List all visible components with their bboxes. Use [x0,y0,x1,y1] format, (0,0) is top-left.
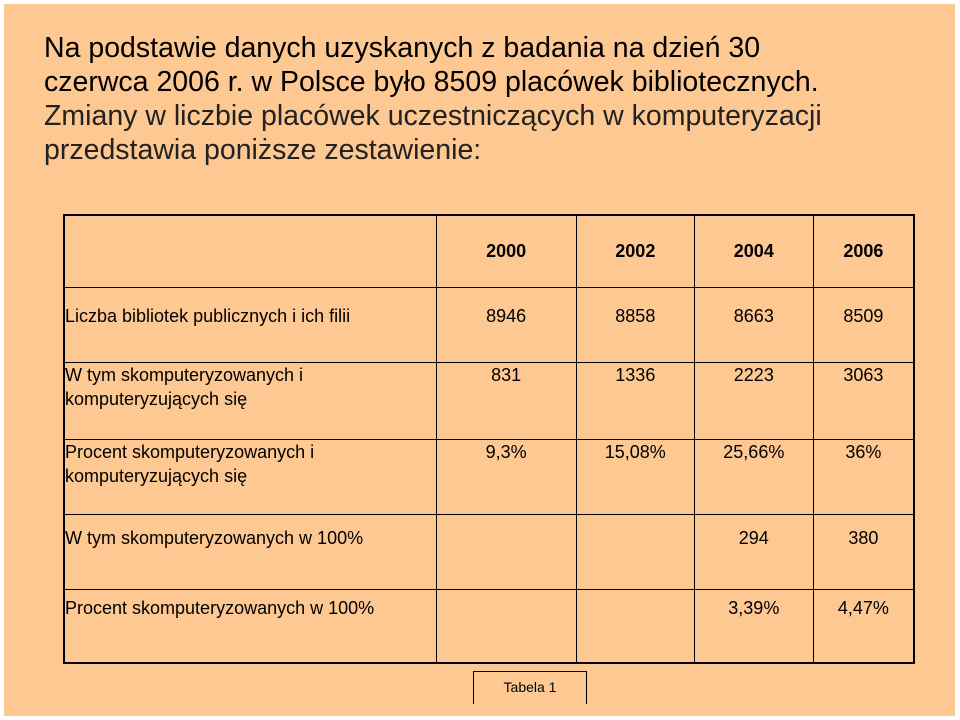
intro-line-2-text: czerwca 2006 r. w Polsce było 8509 placówek bibliotecznych. [44,66,819,98]
table-cell: 3063 [813,362,914,439]
header-cell-2006: 2006 [813,215,914,287]
table-row [64,439,914,514]
table-row [64,362,914,439]
row-label: Liczba bibliotek publicznych i ich filii [64,287,436,362]
table-cell [576,514,694,589]
table-cell: 8663 [694,287,813,362]
intro-line-2 [44,65,920,99]
table-cell: 9,3% [436,439,576,514]
table-row [64,287,914,362]
table-cell: 25,66% [694,439,813,514]
table-cell: 3,39% [694,589,813,663]
table-cell: 8858 [576,287,694,362]
row-label: Procent skomputeryzowanych i komputeryzujących się [64,439,436,514]
intro-line-3 [44,99,920,133]
header-cell-empty [64,215,436,287]
header-cell-2004: 2004 [694,215,813,287]
intro-line-4 [44,133,920,167]
intro-line-3-text: Zmiany w liczbie placówek uczestniczących w komputeryzacji [44,100,822,132]
table-cell: 36% [813,439,914,514]
row-label: W tym skomputeryzowanych i komputeryzujących się [64,362,436,439]
table-cell: 8946 [436,287,576,362]
table-cell: 15,08% [576,439,694,514]
table-cell [436,589,576,663]
table-cell [576,589,694,663]
table-header-row [64,215,914,287]
table-cell: 294 [694,514,813,589]
table-row [64,589,914,663]
intro-line-4-text: przedstawia poniższe zestawienie: [44,134,482,166]
intro-line-1 [44,31,920,65]
header-cell-2000: 2000 [436,215,576,287]
table-row [64,514,914,589]
header-cell-2002: 2002 [576,215,694,287]
intro-line-1-text: Na podstawie danych uzyskanych z badania na dzień 30 [44,32,761,64]
table-cell: 831 [436,362,576,439]
table-cell: 2223 [694,362,813,439]
row-label: W tym skomputeryzowanych w 100% [64,514,436,589]
table-cell: 8509 [813,287,914,362]
table-caption: Tabela 1 [473,671,587,704]
statistics-table [63,214,915,664]
table-cell: 380 [813,514,914,589]
table-cell: 1336 [576,362,694,439]
intro-paragraph [44,31,920,167]
table-cell: 4,47% [813,589,914,663]
table-cell [436,514,576,589]
row-label: Procent skomputeryzowanych w 100% [64,589,436,663]
